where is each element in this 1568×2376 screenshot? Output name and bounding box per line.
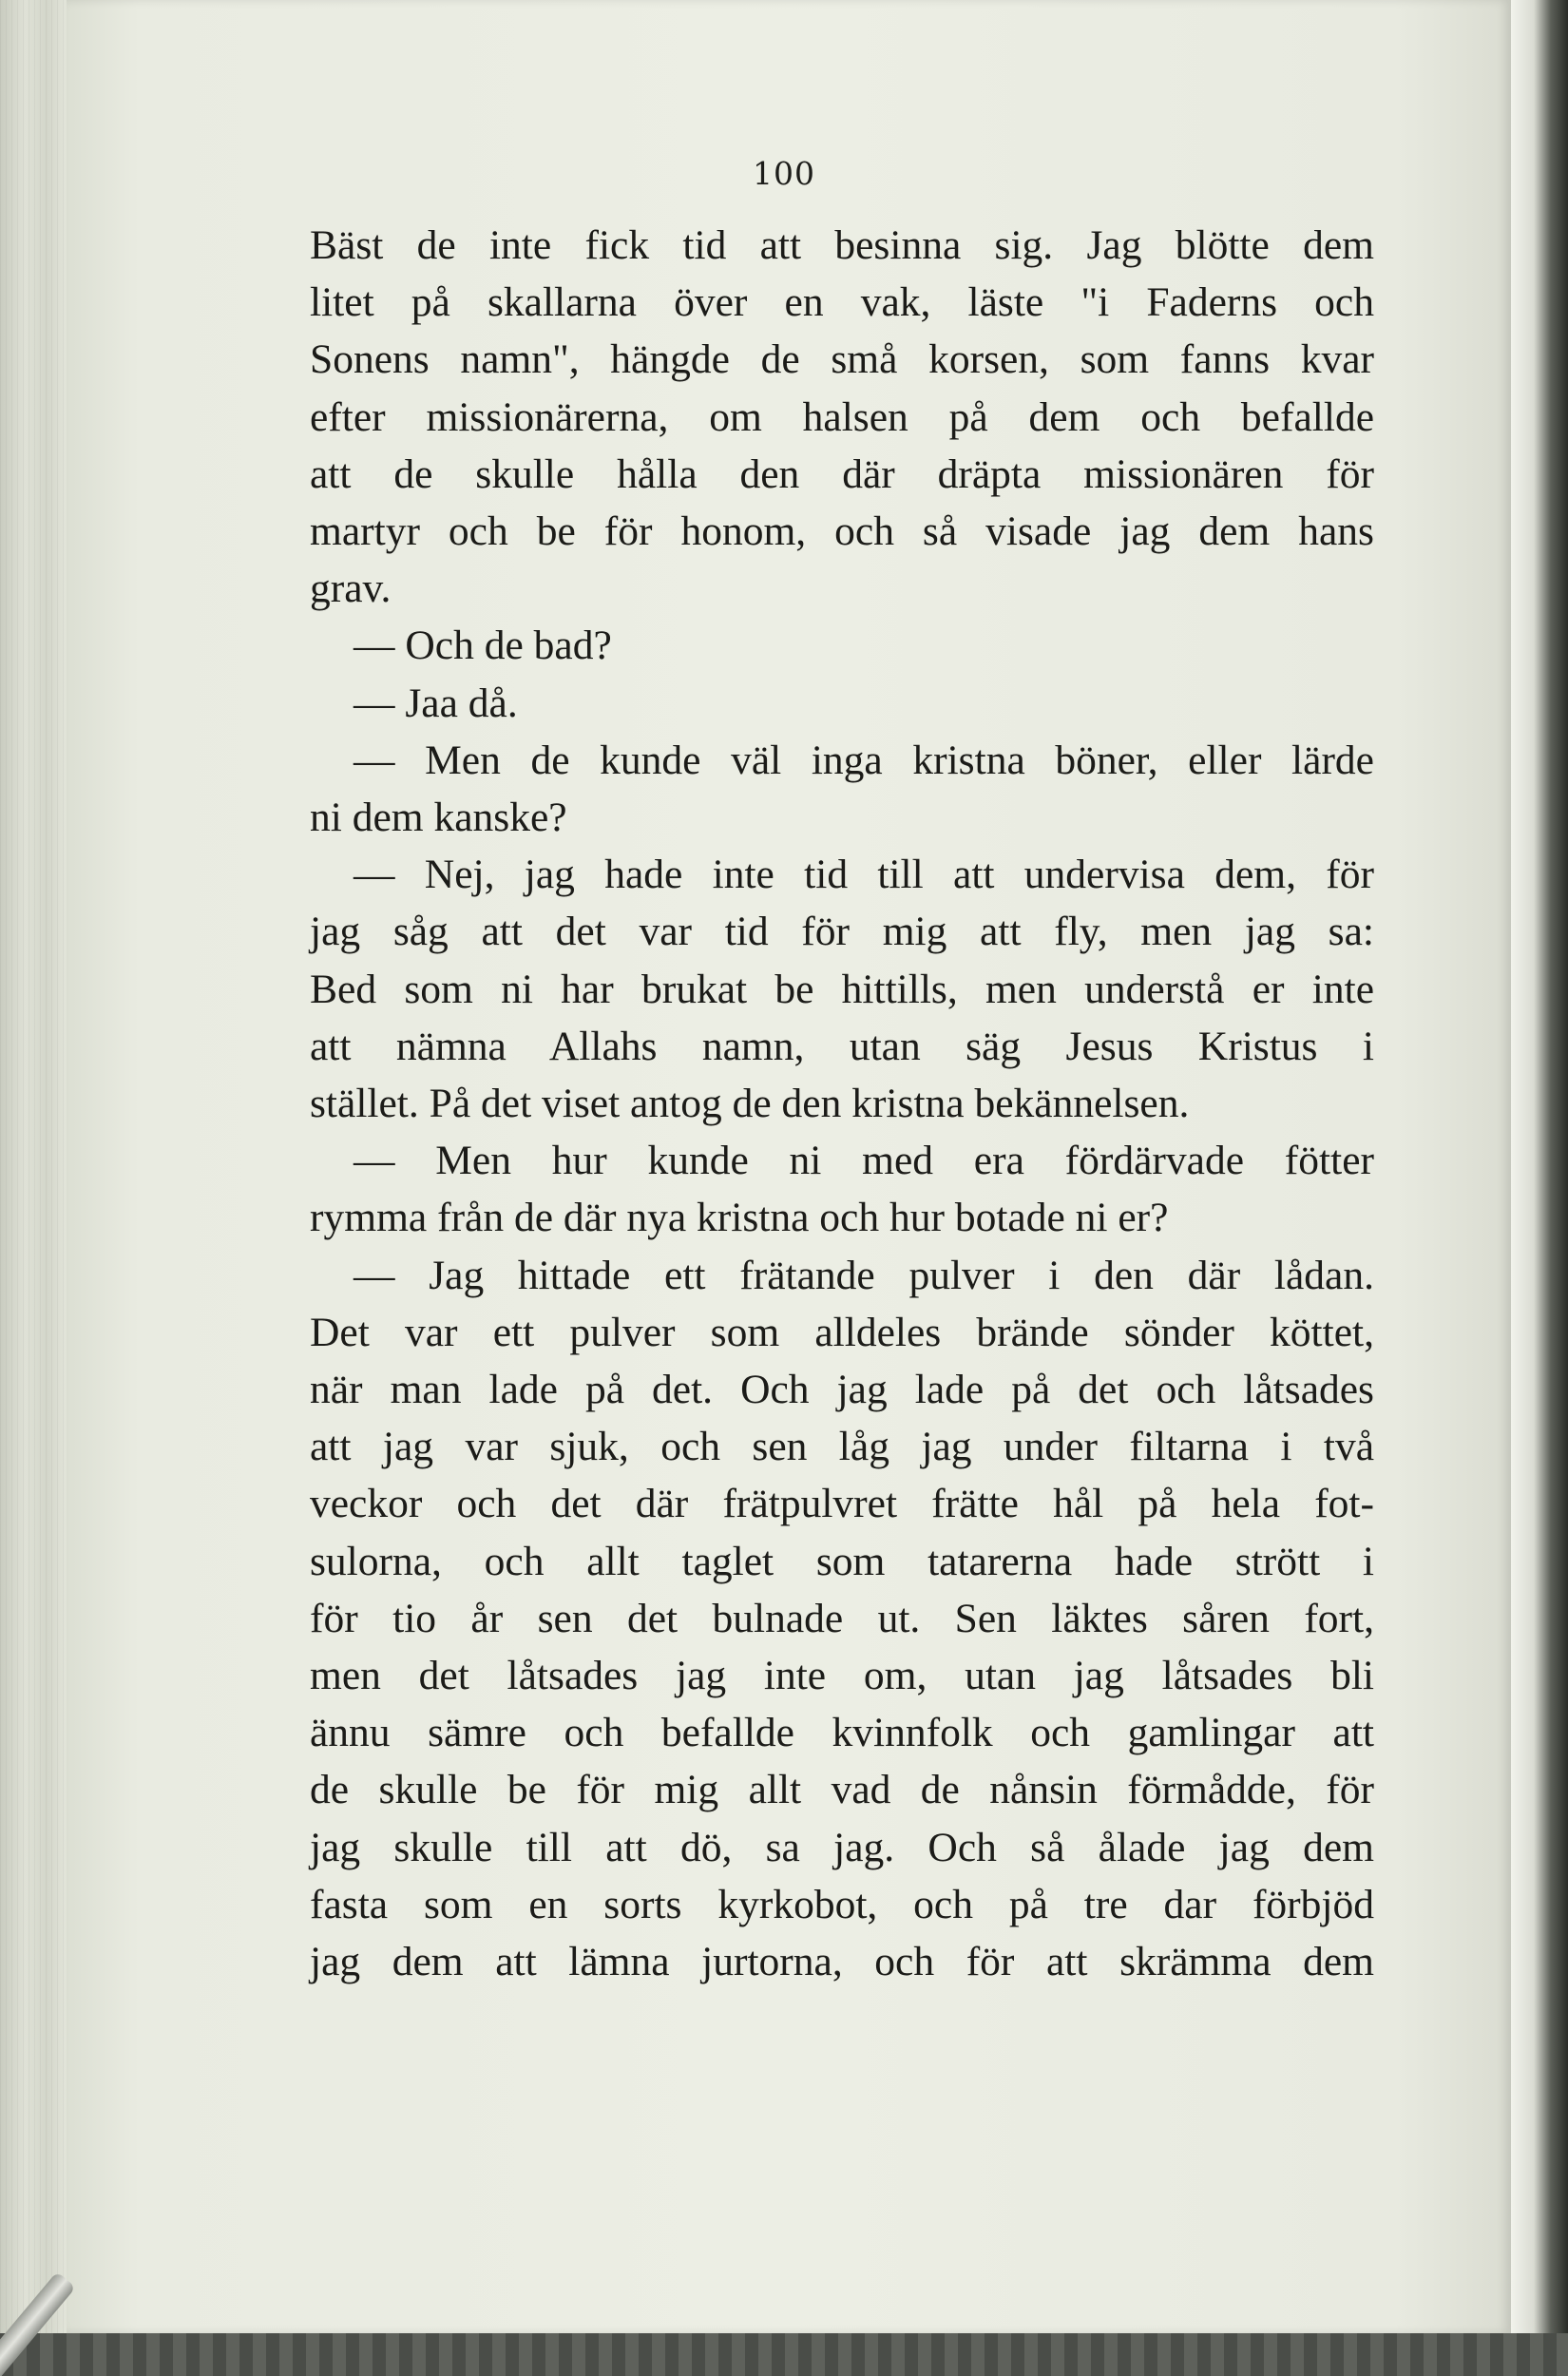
- text-line: fasta som en sorts kyrkobot, och på tre dar förbjöd: [310, 1881, 1374, 1927]
- text-line: att de skulle hålla den där dräpta missionären för: [310, 450, 1374, 497]
- text-line: ni dem kanske?: [310, 795, 567, 841]
- text-line: stället. På det viset antog de den kristna bekännelsen.: [310, 1081, 1190, 1127]
- text-line: — Men hur kunde ni med era fördärvade fötter: [354, 1138, 1374, 1184]
- text-line: när man lade på det. Och jag lade på det och låtsades: [310, 1367, 1374, 1413]
- text-line: — Nej, jag hade inte tid till att undervisa dem, för: [354, 852, 1374, 898]
- text-line: efter missionärerna, om halsen på dem och befallde: [310, 393, 1374, 440]
- text-line: martyr och be för honom, och så visade jag dem hans: [310, 508, 1374, 555]
- text-line: jag såg att det var tid för mig att fly, men jag sa:: [310, 909, 1374, 955]
- text-line: — Jaa då.: [354, 680, 518, 726]
- text-line: Bed som ni har brukat be hittills, men understå er inte: [310, 966, 1374, 1012]
- page-number: 100: [753, 155, 815, 192]
- text-line: rymma från de där nya kristna och hur botade ni er?: [310, 1195, 1169, 1241]
- table-surface: [0, 2333, 1568, 2376]
- text-line: sulorna, och allt taglet som tatarerna hade strött i: [310, 1538, 1374, 1584]
- text-line: jag skulle till att dö, sa jag. Och så ålade jag dem: [310, 1824, 1374, 1870]
- text-line: — Jag hittade ett frätande pulver i den där lådan.: [354, 1252, 1374, 1298]
- book-cover-edge: [1511, 0, 1568, 2376]
- body-text: [310, 217, 1374, 1990]
- text-line: för tio år sen det bulnade ut. Sen läktes såren fort,: [310, 1595, 1374, 1641]
- text-line: veckor och det där frätpulvret frätte hål på hela fot-: [310, 1481, 1374, 1527]
- text-line: men det låtsades jag inte om, utan jag låtsades bli: [310, 1653, 1374, 1699]
- text-line: de skulle be för mig allt vad de nånsin förmådde, för: [310, 1767, 1374, 1813]
- text-line: — Och de bad?: [354, 623, 612, 669]
- text-line: — Men de kunde väl inga kristna böner, eller lärde: [354, 737, 1374, 783]
- text-line: Sonens namn", hängde de små korsen, som fanns kvar: [310, 336, 1374, 383]
- text-line: ännu sämre och befallde kvinnfolk och gamlingar att: [310, 1710, 1374, 1756]
- text-line: grav.: [310, 565, 392, 612]
- text-line: Bäst de inte fick tid att besinna sig. Jag blötte dem: [310, 222, 1374, 268]
- text-line: jag dem att lämna jurtorna, och för att skrämma dem: [310, 1939, 1374, 1985]
- text-line: Det var ett pulver som alldeles brände sönder köttet,: [310, 1309, 1374, 1355]
- text-line: att jag var sjuk, och sen låg jag under filtarna i två: [310, 1424, 1374, 1470]
- text-line: att nämna Allahs namn, utan säg Jesus Kristus i: [310, 1023, 1374, 1069]
- text-line: litet på skallarna över en vak, läste "i Faderns och: [310, 279, 1374, 326]
